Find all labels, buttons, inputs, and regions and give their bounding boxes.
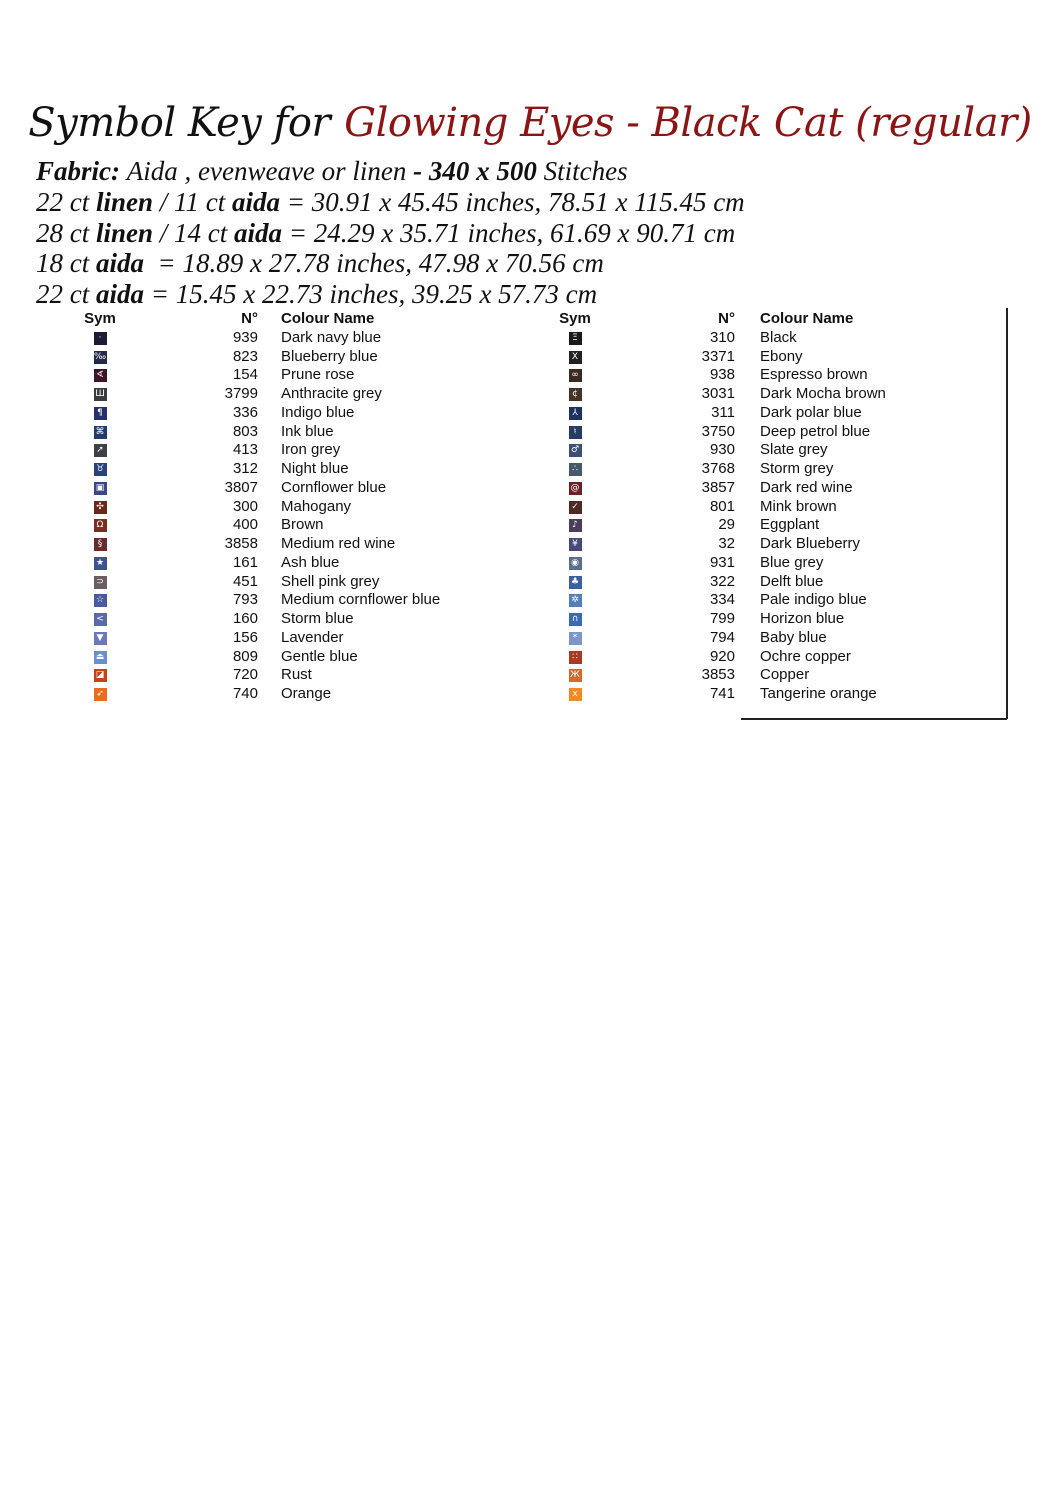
thread-number: 3768 bbox=[701, 460, 735, 477]
omega-icon: Ω bbox=[94, 519, 107, 532]
asterisk-star-icon: ✲ bbox=[569, 594, 582, 607]
dimensions: = 30.91 x 45.45 inches, 78.51 x 115.45 cm bbox=[280, 186, 745, 217]
symbol-cell bbox=[80, 516, 120, 535]
thread-count: 22 ct bbox=[36, 186, 96, 217]
turned-y-icon: ⅄ bbox=[569, 407, 582, 420]
thread-number: 3857 bbox=[701, 478, 735, 496]
colour-name: Ash blue bbox=[281, 553, 340, 571]
thread-number: 400 bbox=[232, 516, 258, 534]
star-icon: ★ bbox=[94, 557, 107, 570]
colour-name: Orange bbox=[281, 685, 332, 702]
fabric-type: aida bbox=[232, 186, 281, 217]
thread-number: 451 bbox=[232, 572, 258, 590]
pattern-name: Glowing Eyes - Black Cat (regular) bbox=[344, 100, 1032, 146]
colour-name: Mink brown bbox=[760, 497, 837, 515]
symbol-cell bbox=[80, 554, 120, 573]
check-icon: ✓ bbox=[569, 501, 582, 514]
symbol-cell bbox=[555, 423, 595, 442]
half-square-icon: ◪ bbox=[94, 669, 107, 682]
thread-number: 799 bbox=[709, 610, 735, 627]
symbol-cell bbox=[80, 498, 120, 517]
symbol-cell bbox=[80, 404, 120, 423]
symbol-cell bbox=[555, 385, 595, 404]
table-bottom-border bbox=[741, 718, 1007, 720]
link-icon: ♂ bbox=[569, 444, 582, 457]
colour-name: Iron grey bbox=[281, 441, 341, 459]
symbol-cell bbox=[555, 329, 595, 348]
yen-icon: ¥ bbox=[569, 538, 582, 551]
fabric-size-line bbox=[36, 187, 745, 218]
thread-number: 336 bbox=[232, 403, 258, 421]
header-num: N° bbox=[241, 310, 258, 327]
per-mille-icon: ‰ bbox=[93, 351, 107, 362]
dimensions: = 18.89 x 27.78 inches, 47.98 x 70.56 cm bbox=[144, 248, 604, 279]
colour-name: Prune rose bbox=[281, 366, 355, 384]
thread-count: 18 ct bbox=[36, 248, 96, 279]
thread-number: 311 bbox=[711, 403, 735, 421]
fabric-size-line bbox=[36, 279, 745, 310]
symbol-cell bbox=[555, 666, 595, 685]
symbol-cell bbox=[80, 666, 120, 685]
colour-name: Storm grey bbox=[760, 460, 834, 477]
symbol-cell bbox=[555, 366, 595, 385]
square-icon: ▣ bbox=[94, 482, 107, 495]
symbol-cell bbox=[555, 554, 595, 573]
colour-name: Eggplant bbox=[760, 516, 820, 534]
header-name: Colour Name bbox=[281, 310, 375, 327]
colour-name: Black bbox=[760, 328, 797, 346]
thread-number: 334 bbox=[709, 591, 735, 609]
colour-name: Dark red wine bbox=[760, 478, 853, 496]
circle-dot-icon: ◉ bbox=[569, 557, 582, 570]
four-dots-icon: ∷ bbox=[569, 651, 582, 664]
fabric-line bbox=[36, 156, 745, 187]
header-name: Colour Name bbox=[760, 310, 854, 327]
star-outline-icon: ☆ bbox=[94, 594, 107, 607]
colour-name: Gentle blue bbox=[281, 647, 358, 665]
thread-count: 28 ct bbox=[36, 217, 96, 248]
superset-icon: ⊃ bbox=[94, 576, 107, 589]
symbol-cell bbox=[555, 610, 595, 629]
colour-name: Blueberry blue bbox=[281, 347, 378, 365]
thread-number: 801 bbox=[709, 497, 735, 515]
colour-name: Slate grey bbox=[760, 441, 828, 459]
arrow-icon: ➚ bbox=[94, 444, 107, 457]
symbol-cell bbox=[80, 366, 120, 385]
dimensions: = 15.45 x 22.73 inches, 39.25 x 57.73 cm bbox=[144, 279, 598, 310]
thread-number: 720 bbox=[232, 666, 258, 684]
colour-name: Dark Blueberry bbox=[760, 535, 861, 552]
fabric-types: Aida , evenweave or linen bbox=[126, 156, 407, 186]
xi-icon: Ξ bbox=[569, 332, 582, 345]
symbol-cell bbox=[555, 685, 595, 704]
arrow-diagonal-icon: ➶ bbox=[94, 688, 107, 701]
colour-name: Cornflower blue bbox=[281, 478, 387, 496]
thread-number: 920 bbox=[709, 647, 735, 665]
thread-number: 3750 bbox=[701, 422, 735, 440]
colour-name: Horizon blue bbox=[760, 610, 845, 627]
thread-number: 3031 bbox=[701, 385, 735, 402]
thread-number: 29 bbox=[718, 516, 735, 534]
symbol-cell bbox=[555, 573, 595, 592]
taurus-icon: ♉ bbox=[94, 463, 107, 476]
symbol-cell bbox=[80, 423, 120, 442]
colour-name: Medium red wine bbox=[281, 535, 396, 552]
symbol-cell bbox=[80, 629, 120, 648]
symbol-cell bbox=[555, 648, 595, 667]
thread-number: 794 bbox=[709, 628, 735, 646]
dimensions: = 24.29 x 35.71 inches, 61.69 x 90.71 cm bbox=[282, 217, 736, 248]
thread-number: 3799 bbox=[224, 385, 258, 402]
symbol-cell bbox=[555, 629, 595, 648]
symbol-cell bbox=[555, 404, 595, 423]
at-icon: @ bbox=[570, 482, 580, 493]
title-prefix: Symbol Key for bbox=[28, 100, 331, 146]
thread-number: 3853 bbox=[701, 666, 735, 684]
cent-icon: ¢ bbox=[569, 388, 582, 401]
colour-name: Brown bbox=[281, 516, 324, 534]
colour-name: Shell pink grey bbox=[281, 572, 380, 590]
therefore-icon: ∴ bbox=[569, 463, 582, 476]
fabric-type: aida bbox=[234, 217, 283, 248]
thread-number: 161 bbox=[232, 553, 258, 571]
colour-name: Delft blue bbox=[760, 572, 824, 590]
symbol-cell bbox=[80, 610, 120, 629]
colour-name: Ebony bbox=[760, 347, 803, 365]
eject-icon: ⏏ bbox=[94, 651, 107, 664]
colour-name: Indigo blue bbox=[281, 403, 355, 421]
symbol-cell bbox=[80, 591, 120, 610]
symbol-cell bbox=[555, 516, 595, 535]
fabric-type: aida bbox=[96, 248, 145, 279]
colour-name: Baby blue bbox=[760, 628, 827, 646]
fabric-info bbox=[36, 156, 745, 310]
thread-number: 310 bbox=[709, 328, 735, 346]
colour-name: Tangerine orange bbox=[760, 685, 877, 702]
colour-name: Lavender bbox=[281, 628, 344, 646]
stitches-label: Stitches bbox=[543, 156, 628, 186]
colour-name: Ink blue bbox=[281, 422, 334, 440]
colour-name: Rust bbox=[281, 666, 312, 684]
header-sym: Sym bbox=[559, 310, 591, 327]
thread-number: 741 bbox=[709, 685, 735, 702]
zhe-icon: Ж bbox=[570, 670, 580, 681]
symbol-cell bbox=[555, 535, 595, 554]
colour-name: Dark Mocha brown bbox=[760, 385, 886, 402]
thread-number: 930 bbox=[709, 441, 735, 459]
colour-name: Ochre copper bbox=[760, 647, 851, 665]
stitch-count: 340 x 500 bbox=[428, 156, 537, 186]
section-icon: § bbox=[94, 538, 107, 551]
thread-number: 300 bbox=[232, 497, 258, 515]
colour-name: Blue grey bbox=[760, 553, 824, 571]
separator: / 11 ct bbox=[153, 186, 233, 217]
music-note-icon: ♪ bbox=[569, 519, 582, 532]
symbol-cell bbox=[555, 591, 595, 610]
symbol-cell bbox=[80, 348, 120, 367]
colour-name: Deep petrol blue bbox=[760, 422, 871, 440]
colour-name: Mahogany bbox=[281, 497, 352, 515]
symbol-cell bbox=[80, 460, 120, 479]
symbol-cell bbox=[80, 648, 120, 667]
table-right-border bbox=[1006, 308, 1008, 719]
separator: / 14 ct bbox=[153, 217, 235, 248]
colour-name: Espresso brown bbox=[760, 366, 868, 384]
triangle-down-icon: ▼ bbox=[94, 632, 107, 645]
fabric-type: linen bbox=[96, 186, 154, 217]
header-sym: Sym bbox=[84, 310, 116, 327]
symbol-cell bbox=[80, 685, 120, 704]
symbol-cell bbox=[555, 460, 595, 479]
symbol-cell bbox=[555, 348, 595, 367]
symbol-cell bbox=[80, 441, 120, 460]
symbol-cell bbox=[555, 441, 595, 460]
thread-number: 740 bbox=[232, 685, 258, 702]
x-icon: x bbox=[569, 688, 582, 701]
fabric-type: aida bbox=[96, 279, 145, 310]
thread-number: 823 bbox=[232, 347, 258, 365]
fabric-label: Fabric: bbox=[36, 156, 120, 186]
symbol-cell bbox=[80, 385, 120, 404]
symbol-cell bbox=[80, 479, 120, 498]
angle-icon: ∢ bbox=[94, 369, 107, 382]
sha-icon: Ш bbox=[95, 389, 105, 399]
natural-icon: ♮ bbox=[569, 426, 582, 439]
hourglass-x-icon: X bbox=[569, 351, 582, 364]
symbol-cell bbox=[80, 535, 120, 554]
thread-number: 312 bbox=[232, 460, 258, 477]
fabric-size-line bbox=[36, 218, 745, 249]
thread-number: 413 bbox=[232, 441, 258, 459]
thread-number: 160 bbox=[232, 610, 258, 627]
thread-number: 793 bbox=[232, 591, 258, 609]
fabric-size-line bbox=[36, 248, 745, 279]
thread-number: 154 bbox=[232, 366, 258, 384]
asterisk-icon: * bbox=[569, 632, 582, 645]
dot-icon: · bbox=[94, 332, 107, 345]
symbol-cell bbox=[80, 329, 120, 348]
club-icon: ♣ bbox=[569, 576, 582, 589]
thread-number: 809 bbox=[232, 647, 258, 665]
colour-name: Medium cornflower blue bbox=[281, 591, 441, 609]
thread-number: 3371 bbox=[701, 347, 735, 365]
fabric-dash: - bbox=[406, 156, 429, 186]
thread-number: 156 bbox=[232, 628, 258, 646]
pilcrow-icon: ¶ bbox=[94, 407, 107, 420]
thread-number: 938 bbox=[709, 366, 735, 384]
symbol-cell bbox=[555, 498, 595, 517]
thread-number: 32 bbox=[718, 535, 735, 552]
colour-name: Dark navy blue bbox=[281, 328, 382, 346]
colour-name: Anthracite grey bbox=[281, 385, 382, 402]
symbol-cell bbox=[80, 573, 120, 592]
page-title bbox=[0, 96, 1060, 150]
thread-count: 22 ct bbox=[36, 279, 96, 310]
arch-icon: ∩ bbox=[569, 613, 582, 626]
less-than-icon: < bbox=[94, 613, 107, 626]
colour-name: Storm blue bbox=[281, 610, 354, 627]
symbol-cell bbox=[555, 479, 595, 498]
colour-name: Dark polar blue bbox=[760, 403, 862, 421]
thread-number: 939 bbox=[232, 328, 258, 346]
thread-number: 931 bbox=[709, 553, 735, 571]
header-num: N° bbox=[718, 310, 735, 327]
fabric-type: linen bbox=[96, 217, 154, 248]
colour-name: Copper bbox=[760, 666, 810, 684]
thread-number: 3807 bbox=[224, 478, 258, 496]
thread-number: 3858 bbox=[224, 535, 258, 552]
command-icon: ⌘ bbox=[95, 426, 105, 437]
colour-name: Pale indigo blue bbox=[760, 591, 867, 609]
infinity-icon: ∞ bbox=[569, 369, 582, 382]
colour-name: Night blue bbox=[281, 460, 349, 477]
thread-number: 803 bbox=[232, 422, 258, 440]
cross-icon: ✣ bbox=[94, 501, 107, 514]
thread-number: 322 bbox=[709, 572, 735, 590]
